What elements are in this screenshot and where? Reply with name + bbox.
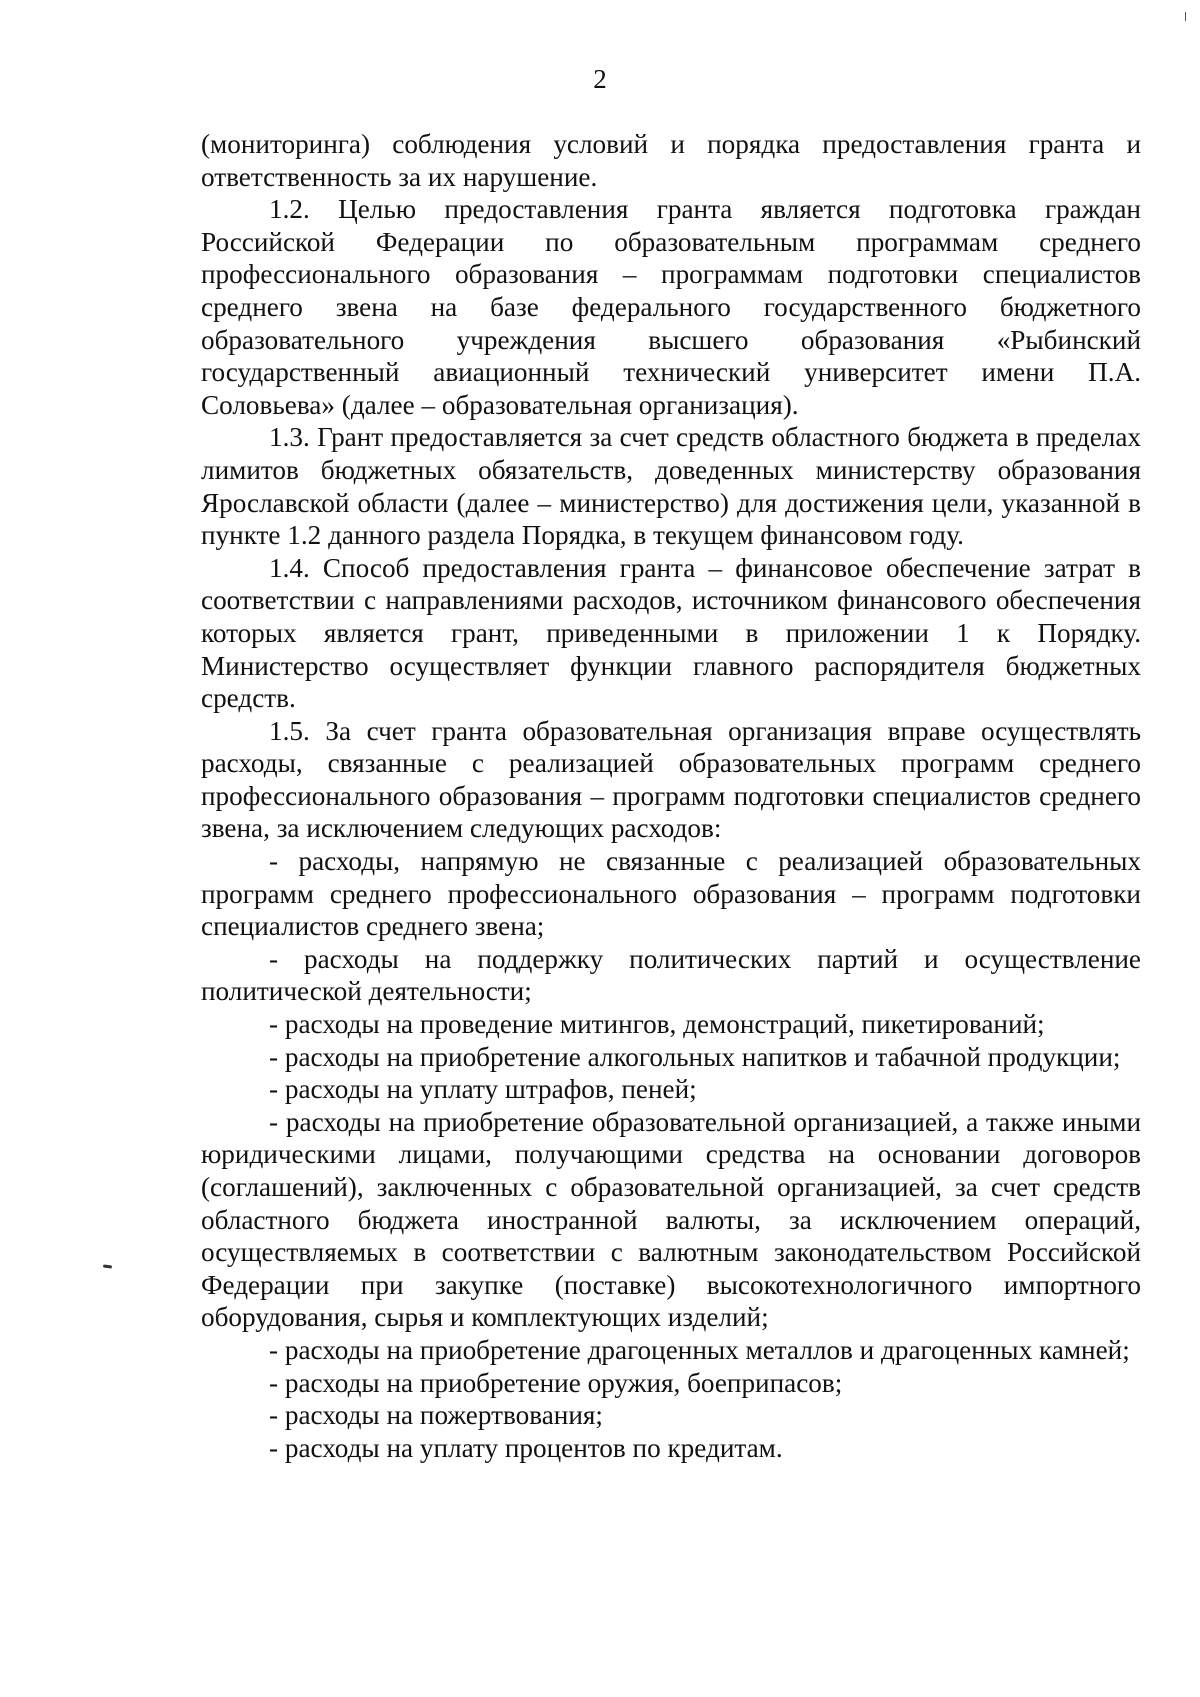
list-item-expense: - расходы на приобретение драгоценных металлов и драгоценных камней; [269,1334,1130,1365]
paragraph-continuation: (мониторинга) соблюдения условий и порядка предоставления гранта и ответственность за их нарушение. [201,129,1141,192]
paragraph-1-3: 1.3. Грант предоставляется за счет средств областного бюджета в пределах лимитов бюджетных обязательств, доведенных министерству образования Ярославской области (далее – министерство) для достижения цели, указанной в пункте 1.2 данного раздела Порядка, в текущем финансовом году. [201,422,1141,551]
list-item-expense: - расходы, напрямую не связанные с реализацией образовательных программ среднего профессионального образования – программ подготовки специалистов среднего звена; [201,846,1141,942]
list-item-expense: - расходы на проведение митингов, демонстраций, пикетирований; [269,1009,1045,1040]
list-item-expense: - расходы на приобретение образовательной организацией, а также иными юридическими лицами, получающими средства на основании договоров (соглашений), заключенных с образовательной организацией, за счет средств областного бюджета иностранной валюты, за исключением операций, осуществляемых в соответствии с валютным законодательством Российской Федерации при закупке (поставке) высокотехнологичного импортного оборудования, сырья и комплектующих изделий; [201,1106,1141,1333]
paragraph-1-4: 1.4. Способ предоставления гранта – финансовое обеспечение затрат в соответствии с направлениями расходов, источником финансового обеспечения которых является грант, приведенными в приложении 1 к Порядку. Министерство осуществляет функции главного распорядителя бюджетных средств. [201,552,1141,714]
paragraph-1-2: 1.2. Целью предоставления гранта является подготовка граждан Российской Федерации по образовательным программам среднего профессионального образования – программам подготовки специалистов среднего звена на базе федерального государственного бюджетного образовательного учреждения высшего образования «Рыбинский государственный авиационный технический университет имени П.А. Соловьева» (далее – образовательная организация). [201,194,1141,420]
list-item-expense: - расходы на уплату штрафов, пеней; [269,1074,697,1105]
scan-mark [1185,12,1186,21]
page-number: 2 [593,64,607,94]
paragraph-1-5: 1.5. За счет гранта образовательная организация вправе осуществлять расходы, связанные с реализацией образовательных программ среднего профессионального образования – программ подготовки специалистов среднего звена, за исключением следующих расходов: [201,715,1141,844]
list-item-expense: - расходы на уплату процентов по кредитам. [269,1432,783,1463]
scan-speck [103,1264,112,1268]
document-body [201,128,1141,1464]
list-item-expense: - расходы на приобретение оружия, боеприпасов; [269,1367,843,1398]
list-item-expense: - расходы на поддержку политических партий и осуществление политической деятельности; [201,943,1141,1007]
list-item-expense: - расходы на пожертвования; [269,1400,603,1431]
list-item-expense: - расходы на приобретение алкогольных напитков и табачной продукции; [269,1041,1121,1072]
